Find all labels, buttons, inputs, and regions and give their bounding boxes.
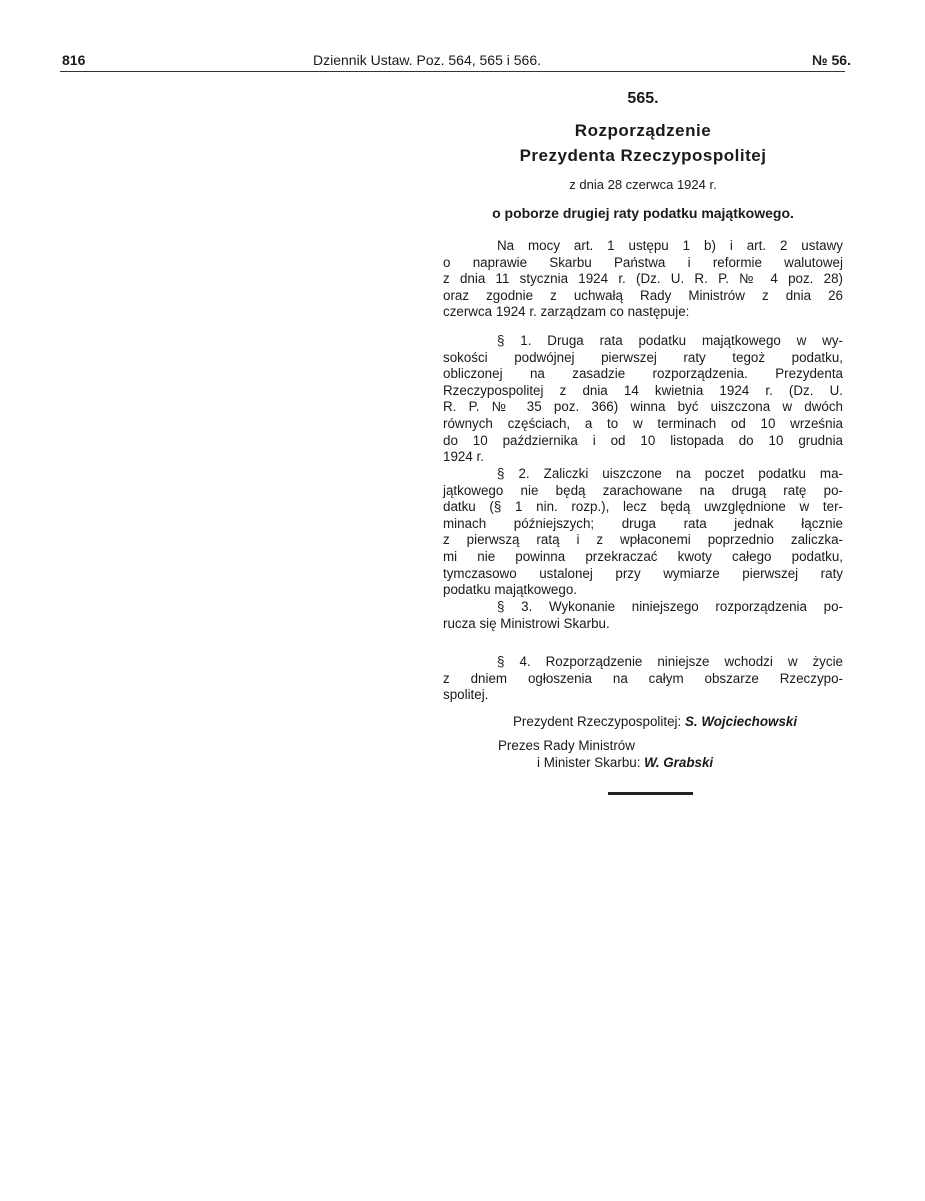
act-type: Rozporządzenie <box>574 121 712 140</box>
section-4 <box>443 654 843 704</box>
act-date: z dnia 28 czerwca 1924 r. <box>569 177 717 192</box>
section-3 <box>443 599 843 632</box>
text-line: tymczasowo ustalonej przy wymiarze pierwszej raty <box>443 565 843 581</box>
text-line: do 10 października i od 10 listopada do 10 grudnia <box>443 432 843 448</box>
text-line: równych częściach, a to w terminach od 10 września <box>443 415 843 431</box>
president-name: S. Wojciechowski <box>684 714 798 729</box>
signature-prime-minister <box>443 738 843 771</box>
text-line: sokości podwójnej pierwszej raty tegoż podatku, <box>443 349 843 365</box>
text-line: § 4. Rozporządzenie niniejsze wchodzi w życie <box>497 654 843 669</box>
text-line: spolitej. <box>443 687 489 703</box>
running-title: Dziennik Ustaw. Poz. 564, 565 i 566. <box>313 52 542 68</box>
text-line: z dnia 11 stycznia 1924 r. (Dz. U. R. P. № 4 poz. 28) <box>443 271 843 287</box>
act-issuer: Prezydenta Rzeczypospolitej <box>519 146 767 165</box>
text-line: § 3. Wykonanie niniejszego rozporządzenia po- <box>497 599 843 614</box>
text-line: jątkowego nie będą zarachowane na drugą ratę po- <box>443 482 843 498</box>
pm-role-2: i Minister Skarbu: <box>537 754 641 770</box>
text-line: Rzeczypospolitej z dnia 14 kwietnia 1924 r. (Dz. U. <box>443 382 843 398</box>
text-line: o naprawie Skarbu Państwa i reformie walutowej <box>443 254 843 270</box>
text-line: obliczonej na zasadzie rozporządzenia. Prezydenta <box>443 366 843 382</box>
text-line: datku (§ 1 nin. rozp.), lecz będą uwzględnione w ter- <box>443 499 843 515</box>
text-line: podatku majątkowego. <box>443 582 577 598</box>
text-line: z dniem ogłoszenia na całym obszarze Rzeczypo- <box>443 670 843 686</box>
text-line: § 2. Zaliczki uiszczone na poczet podatku ma- <box>497 466 843 481</box>
text-line: czerwca 1924 r. zarządzam co następuje: <box>443 304 690 320</box>
header-rule <box>60 71 845 72</box>
entry-number: 565. <box>627 90 659 107</box>
text-line: mi nie powinna przekraczać kwoty całego podatku, <box>443 548 843 564</box>
section-1 <box>443 333 843 466</box>
text-line: minach późniejszych; druga rata jednak łącznie <box>443 515 843 531</box>
act-subject: o poborze drugiej raty podatku majątkowego. <box>492 205 794 221</box>
signature-president <box>443 714 843 729</box>
text-line: z pierwszą ratą i z wpłaconemi poprzednio zaliczka- <box>443 532 843 548</box>
text-line: Na mocy art. 1 ustępu 1 b) i art. 2 ustawy <box>497 238 843 253</box>
preamble <box>443 238 843 321</box>
end-rule <box>608 792 693 795</box>
text-line: rucza się Ministrowi Skarbu. <box>443 615 610 631</box>
pm-role-1: Prezes Rady Ministrów <box>498 738 635 753</box>
president-role: Prezydent Rzeczypospolitej: <box>513 714 682 729</box>
pm-name: W. Grabski <box>644 754 714 770</box>
text-line: § 1. Druga rata podatku majątkowego w wy- <box>497 333 843 348</box>
text-line: oraz zgodnie z uchwałą Rady Ministrów z dnia 26 <box>443 287 843 303</box>
issue-number: № 56. <box>812 52 851 68</box>
text-line: 1924 r. <box>443 449 484 465</box>
text-line: R. P. № 35 poz. 366) winna być uiszczona w dwóch <box>443 399 843 415</box>
section-2 <box>443 466 843 599</box>
page-number: 816 <box>62 52 86 68</box>
